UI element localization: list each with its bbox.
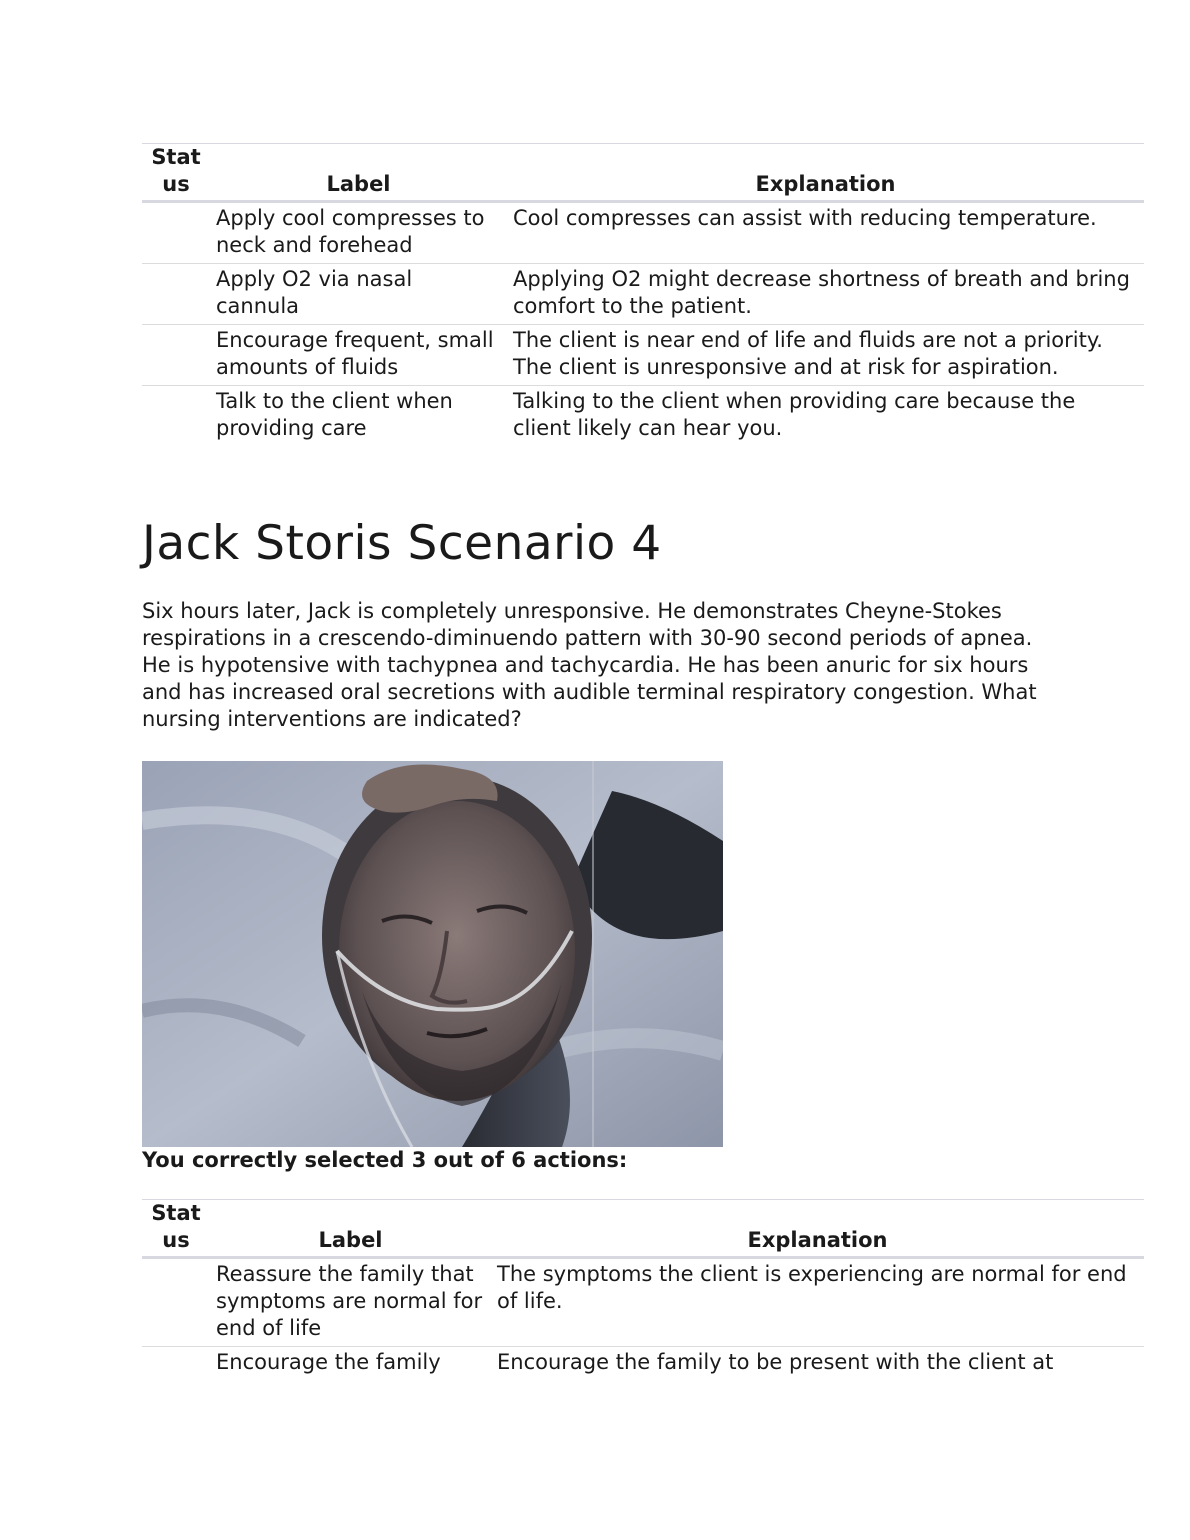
- row-explanation: Applying O2 might decrease shortness of breath and bring comfort to the patient.: [507, 264, 1144, 325]
- row-explanation: The client is near end of life and fluids are not a priority. The client is unresponsive and at risk for aspiration.: [507, 325, 1144, 386]
- table-row: [142, 325, 1144, 386]
- row-label: Encourage the family: [216, 1350, 441, 1374]
- status-column-header: Stat us: [142, 1200, 210, 1258]
- row-status: [142, 1258, 210, 1347]
- table-row: [142, 1347, 1144, 1381]
- explanation-column-header: Explanation: [491, 1200, 1144, 1258]
- results-table-2: [142, 1199, 1144, 1380]
- row-label: Encourage frequent, small amounts of fluids: [210, 325, 507, 386]
- row-status: [142, 386, 210, 447]
- status-column-header: Stat us: [142, 144, 210, 202]
- row-explanation: The symptoms the client is experiencing are normal for end of life.: [491, 1258, 1144, 1347]
- row-label: Talk to the client when providing care: [216, 389, 453, 440]
- row-status: [142, 264, 210, 325]
- label-column-header: Label: [210, 144, 507, 202]
- row-explanation: Encourage the family to be present with the client at: [497, 1350, 1054, 1374]
- table-header-row: [142, 1200, 1144, 1258]
- row-status: [142, 1347, 210, 1381]
- row-label: Apply O2 via nasal cannula: [210, 264, 507, 325]
- table-row: [142, 202, 1144, 264]
- table-row: [142, 264, 1144, 325]
- row-label: Apply cool compresses to neck and forehead: [210, 202, 507, 264]
- patient-photo: [142, 761, 723, 1147]
- result-summary: You correctly selected 3 out of 6 actions:: [142, 1148, 628, 1172]
- table-row: [142, 1258, 1144, 1347]
- row-explanation: Cool compresses can assist with reducing temperature.: [507, 202, 1144, 264]
- scenario-title: Jack Storis Scenario 4: [142, 516, 662, 571]
- table-header-row: [142, 144, 1144, 202]
- row-label: Reassure the family that symptoms are normal for end of life: [210, 1258, 491, 1347]
- row-status: [142, 325, 210, 386]
- label-column-header: Label: [210, 1200, 491, 1258]
- table-row: [142, 386, 1144, 447]
- row-status: [142, 202, 210, 264]
- row-explanation: Talking to the client when providing care because the client likely can hear you.: [513, 389, 1076, 440]
- scenario-description: Six hours later, Jack is completely unresponsive. He demonstrates Cheyne-Stokes respirations in a crescendo-diminuendo pattern with 30-90 second periods of apnea. He is hypotensive with tachypnea and tachycardia. He has been anuric for six hours and has increased oral secretions with audible terminal respiratory congestion. What nursing interventions are indicated?: [142, 599, 1037, 731]
- explanation-column-header: Explanation: [507, 144, 1144, 202]
- results-table-1: [142, 143, 1144, 446]
